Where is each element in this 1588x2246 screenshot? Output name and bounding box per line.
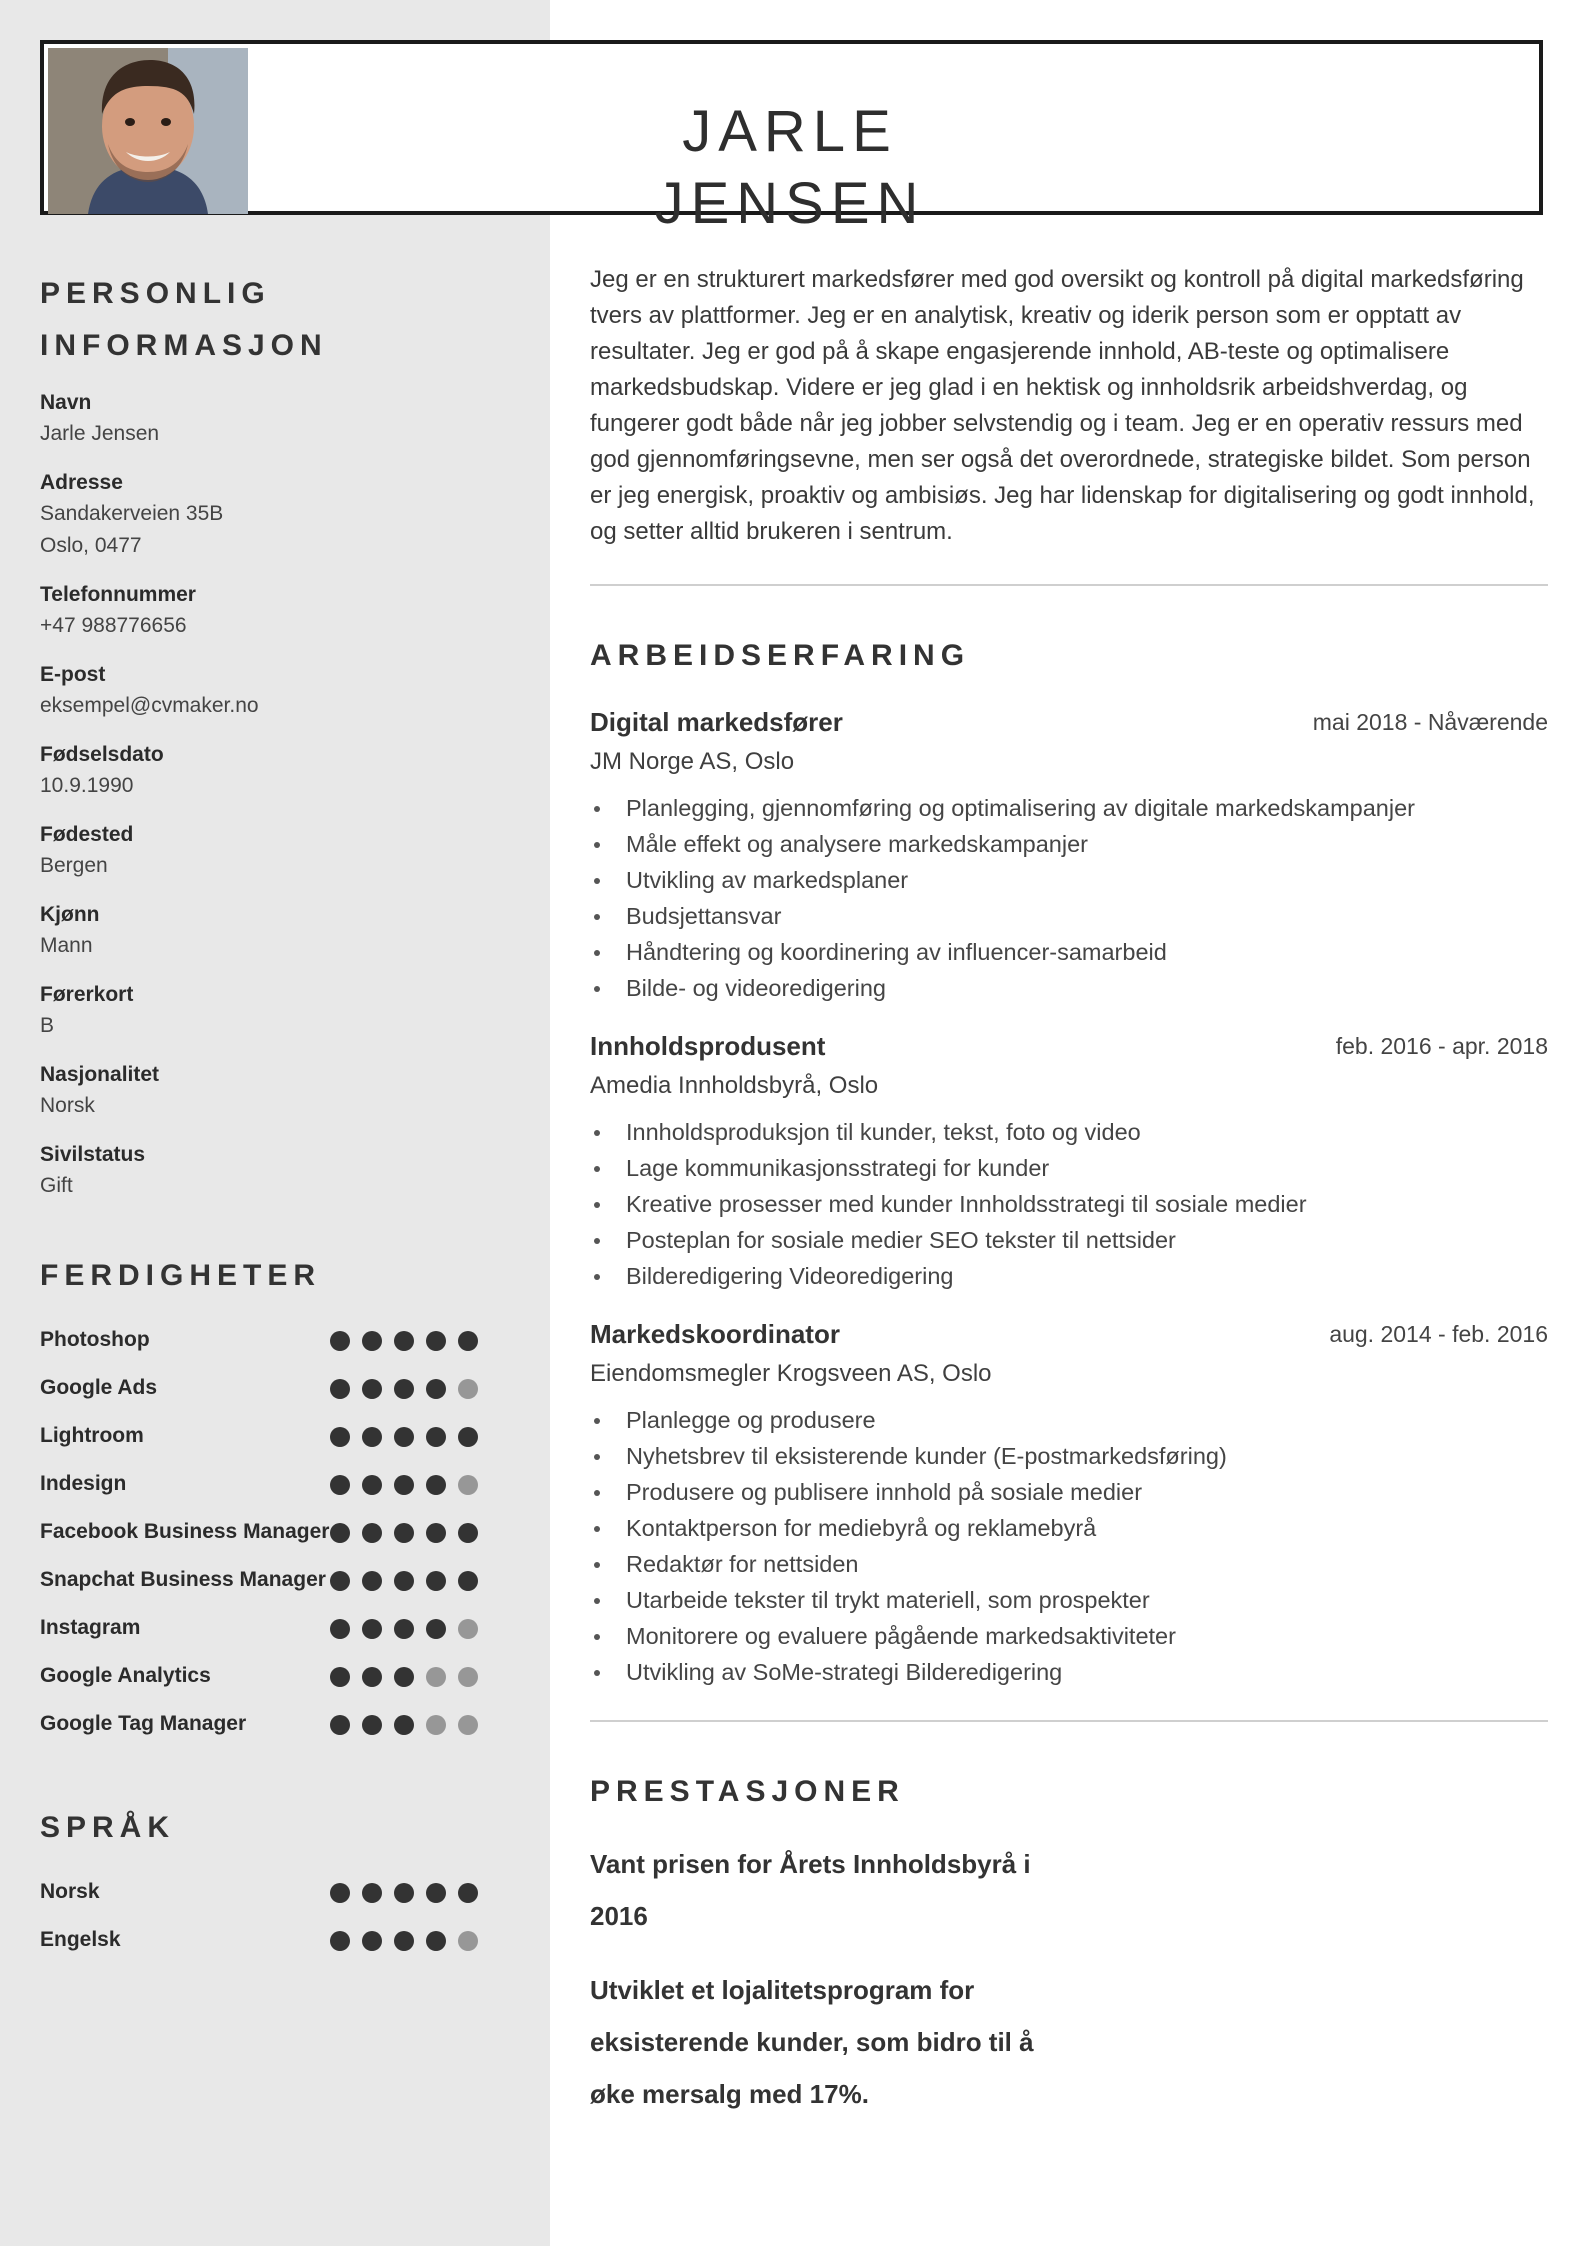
personal-info-title: PERSONLIG INFORMASJON: [40, 277, 328, 362]
info-item: [40, 468, 510, 562]
job-company: Amedia Innholdsbyrå, Oslo: [590, 1072, 879, 1099]
rating-dot-filled: [330, 1883, 350, 1903]
info-label: Fødested: [40, 823, 134, 846]
job-bullet: Kontaktperson for mediebyrå og reklamebyrå: [590, 1510, 1548, 1546]
skill-row: [40, 1660, 510, 1708]
info-label: Nasjonalitet: [40, 1063, 160, 1086]
skill-row: [40, 1372, 510, 1420]
job-company: Eiendomsmegler Krogsveen AS, Oslo: [590, 1360, 992, 1387]
rating-dots: [330, 1883, 490, 1903]
info-value: Bergen: [40, 854, 108, 877]
rating-dot-filled: [330, 1619, 350, 1639]
skill-name: Lightroom: [40, 1424, 144, 1447]
info-item: [40, 1060, 510, 1122]
achievements-list: [590, 1838, 1548, 2120]
rating-dots: [330, 1571, 490, 1591]
language-row: [40, 1876, 510, 1924]
job-bullet: Planlegge og produsere: [590, 1402, 1548, 1438]
rating-dot-filled: [394, 1475, 414, 1495]
rating-dots: [330, 1523, 490, 1543]
rating-dot-filled: [362, 1571, 382, 1591]
rating-dots: [330, 1427, 490, 1447]
rating-dot-filled: [394, 1379, 414, 1399]
rating-dot-filled: [458, 1427, 478, 1447]
skill-name: Google Analytics: [40, 1664, 211, 1687]
job-entry: [590, 1314, 1548, 1690]
rating-dot-filled: [362, 1427, 382, 1447]
info-value: +47 988776656: [40, 614, 187, 637]
rating-dots: [330, 1379, 490, 1399]
skill-row: [40, 1516, 510, 1564]
languages-section: [40, 1802, 510, 1972]
achievement-item: Vant prisen for Årets Innholdsbyrå i 2016: [590, 1849, 1031, 1931]
rating-dot-filled: [394, 1715, 414, 1735]
job-bullet: Kreative prosesser med kunder Innholdsstrategi til sosiale medier: [590, 1186, 1548, 1222]
skills-title: FERDIGHETER: [40, 1259, 322, 1292]
job-bullets: [590, 1114, 1548, 1294]
experience-list: [590, 702, 1548, 1690]
job-date: feb. 2016 - apr. 2018: [1335, 1033, 1548, 1059]
job-header: [590, 702, 1548, 742]
skill-row: [40, 1612, 510, 1660]
job-title: Digital markedsfører: [590, 707, 843, 737]
rating-dot-filled: [330, 1523, 350, 1543]
info-value: Mann: [40, 934, 93, 957]
job-bullet: Bilderedigering Videoredigering: [590, 1258, 1548, 1294]
job-title: Innholdsprodusent: [590, 1031, 826, 1061]
job-bullet: Nyhetsbrev til eksisterende kunder (E-postmarkedsføring): [590, 1438, 1548, 1474]
info-label: Sivilstatus: [40, 1143, 146, 1166]
info-value: Sandakerveien 35B: [40, 502, 224, 525]
info-item: [40, 740, 510, 802]
rating-dot-filled: [426, 1883, 446, 1903]
rating-dot-filled: [394, 1571, 414, 1591]
job-bullet: Posteplan for sosiale medier SEO tekster til nettsider: [590, 1222, 1548, 1258]
rating-dot-filled: [458, 1883, 478, 1903]
rating-dot-filled: [330, 1475, 350, 1495]
personal-info-list: [40, 388, 510, 1202]
rating-dot-filled: [330, 1571, 350, 1591]
info-value: Oslo, 0477: [40, 534, 142, 557]
rating-dot-filled: [426, 1475, 446, 1495]
rating-dots: [330, 1667, 490, 1687]
rating-dot-filled: [362, 1475, 382, 1495]
rating-dot-empty: [458, 1475, 478, 1495]
job-date: aug. 2014 - feb. 2016: [1329, 1321, 1548, 1347]
rating-dot-empty: [458, 1619, 478, 1639]
info-item: [40, 820, 510, 882]
job-header: [590, 1314, 1548, 1354]
rating-dots: [330, 1331, 490, 1351]
rating-dot-empty: [458, 1931, 478, 1951]
info-label: Navn: [40, 391, 92, 414]
rating-dot-empty: [426, 1667, 446, 1687]
section-divider: [590, 1720, 1548, 1722]
skill-row: [40, 1564, 510, 1612]
job-bullet: Utvikling av SoMe-strategi Bilderedigering: [590, 1654, 1548, 1690]
rating-dot-filled: [330, 1379, 350, 1399]
languages-title: SPRÅK: [40, 1811, 176, 1844]
job-bullet: Monitorere og evaluere pågående markedsaktiviteter: [590, 1618, 1548, 1654]
rating-dot-filled: [362, 1619, 382, 1639]
experience-title: ARBEIDSERFARING: [590, 639, 971, 672]
languages-list: [40, 1876, 510, 1972]
info-value: Gift: [40, 1174, 73, 1197]
skill-row: [40, 1324, 510, 1372]
skill-name: Google Ads: [40, 1376, 158, 1399]
job-bullet: Lage kommunikasjonsstrategi for kunder: [590, 1150, 1548, 1186]
skill-name: Instagram: [40, 1616, 141, 1639]
rating-dot-filled: [362, 1715, 382, 1735]
rating-dot-filled: [394, 1883, 414, 1903]
rating-dot-filled: [458, 1571, 478, 1591]
skill-name: Indesign: [40, 1472, 127, 1495]
skill-name: Google Tag Manager: [40, 1712, 247, 1735]
skills-section: [40, 1250, 510, 1756]
job-entry: [590, 1026, 1548, 1294]
info-label: E-post: [40, 663, 106, 686]
rating-dots: [330, 1619, 490, 1639]
language-name: Norsk: [40, 1880, 100, 1903]
job-title: Markedskoordinator: [590, 1319, 840, 1349]
info-label: Førerkort: [40, 983, 134, 1006]
profile-summary: Jeg er en strukturert markedsfører med god oversikt og kontroll på digital markedsføring tvers av plattformer. Jeg er en analytisk, kreativ og iderik person som er opptatt av resultater. Jeg er god på å skape engasjerende innhold, AB-teste og optimalisere markedsbudskap. Videre er jeg glad i en hektisk og innholdsrik arbeidshverdag, og fungerer godt både når jeg jobber selvstendig og i team. Jeg er en operativ ressurs med god gjennomføringsevne, men ser også det overordnede, strategiske bildet. Som person er jeg energisk, proaktiv og ambisiøs. Jeg har lidenskap for digitalisering og godt innhold, og setter alltid brukeren i sentrum.: [590, 266, 1535, 545]
rating-dot-filled: [362, 1523, 382, 1543]
job-bullet: Måle effekt og analysere markedskampanjer: [590, 826, 1548, 862]
info-value: Norsk: [40, 1094, 95, 1117]
job-header: [590, 1026, 1548, 1066]
rating-dot-filled: [362, 1379, 382, 1399]
rating-dot-filled: [394, 1523, 414, 1543]
info-value: Jarle Jensen: [40, 422, 160, 445]
info-label: Fødselsdato: [40, 743, 164, 766]
sidebar: [40, 268, 510, 1972]
info-value: 10.9.1990: [40, 774, 134, 797]
rating-dot-filled: [426, 1931, 446, 1951]
info-label: Kjønn: [40, 903, 100, 926]
achievement-item: Utviklet et lojalitetsprogram for eksisterende kunder, som bidro til å øke mersalg med 17%.: [590, 1975, 1034, 2109]
job-bullet: Planlegging, gjennomføring og optimalisering av digitale markedskampanjer: [590, 790, 1548, 826]
job-bullet: Utarbeide tekster til trykt materiell, som prospekter: [590, 1582, 1548, 1618]
info-item: [40, 980, 510, 1042]
rating-dot-filled: [394, 1931, 414, 1951]
info-label: Adresse: [40, 471, 123, 494]
job-bullet: Håndtering og koordinering av influencer-samarbeid: [590, 934, 1548, 970]
rating-dot-filled: [426, 1427, 446, 1447]
info-item: [40, 660, 510, 722]
rating-dot-filled: [330, 1667, 350, 1687]
job-date: mai 2018 - Nåværende: [1312, 709, 1548, 735]
info-item: [40, 580, 510, 642]
job-bullet: Bilde- og videoredigering: [590, 970, 1548, 1006]
language-name: Engelsk: [40, 1928, 121, 1951]
rating-dot-filled: [426, 1379, 446, 1399]
info-value: B: [40, 1014, 55, 1037]
rating-dot-filled: [362, 1667, 382, 1687]
achievements-title: PRESTASJONER: [590, 1775, 905, 1808]
section-divider: [590, 584, 1548, 586]
candidate-name: JARLE JENSEN: [654, 99, 926, 236]
job-bullet: Budsjettansvar: [590, 898, 1548, 934]
job-bullets: [590, 1402, 1548, 1690]
info-item: [40, 900, 510, 962]
job-bullet: Utvikling av markedsplaner: [590, 862, 1548, 898]
job-bullets: [590, 790, 1548, 1006]
skill-row: [40, 1420, 510, 1468]
job-bullet: Innholdsproduksjon til kunder, tekst, foto og video: [590, 1114, 1548, 1150]
profile-photo: [48, 48, 248, 214]
rating-dot-filled: [330, 1427, 350, 1447]
rating-dots: [330, 1715, 490, 1735]
rating-dot-filled: [330, 1715, 350, 1735]
skill-row: [40, 1708, 510, 1756]
rating-dot-filled: [426, 1619, 446, 1639]
rating-dot-filled: [362, 1883, 382, 1903]
rating-dot-empty: [458, 1379, 478, 1399]
rating-dot-filled: [394, 1427, 414, 1447]
skill-name: Snapchat Business Manager: [40, 1568, 326, 1591]
rating-dot-empty: [426, 1715, 446, 1735]
rating-dot-filled: [426, 1523, 446, 1543]
skill-name: Facebook Business Manager: [40, 1520, 330, 1543]
rating-dot-filled: [394, 1619, 414, 1639]
rating-dot-filled: [426, 1331, 446, 1351]
language-row: [40, 1924, 510, 1972]
rating-dot-filled: [458, 1331, 478, 1351]
rating-dot-filled: [362, 1331, 382, 1351]
main-content: [590, 262, 1548, 2142]
job-bullet: Produsere og publisere innhold på sosiale medier: [590, 1474, 1548, 1510]
rating-dot-filled: [330, 1931, 350, 1951]
skill-name: Photoshop: [40, 1328, 150, 1351]
rating-dot-filled: [394, 1667, 414, 1687]
info-value: eksempel@cvmaker.no: [40, 694, 259, 717]
rating-dot-empty: [458, 1667, 478, 1687]
rating-dot-filled: [362, 1931, 382, 1951]
job-company: JM Norge AS, Oslo: [590, 748, 795, 775]
job-entry: [590, 702, 1548, 1006]
rating-dots: [330, 1475, 490, 1495]
skills-list: [40, 1324, 510, 1756]
rating-dots: [330, 1931, 490, 1951]
rating-dot-filled: [330, 1331, 350, 1351]
rating-dot-empty: [458, 1715, 478, 1735]
info-item: [40, 388, 510, 450]
job-bullet: Redaktør for nettsiden: [590, 1546, 1548, 1582]
rating-dot-filled: [458, 1523, 478, 1543]
skill-row: [40, 1468, 510, 1516]
rating-dot-filled: [394, 1331, 414, 1351]
info-item: [40, 1140, 510, 1202]
info-label: Telefonnummer: [40, 583, 196, 606]
rating-dot-filled: [426, 1571, 446, 1591]
